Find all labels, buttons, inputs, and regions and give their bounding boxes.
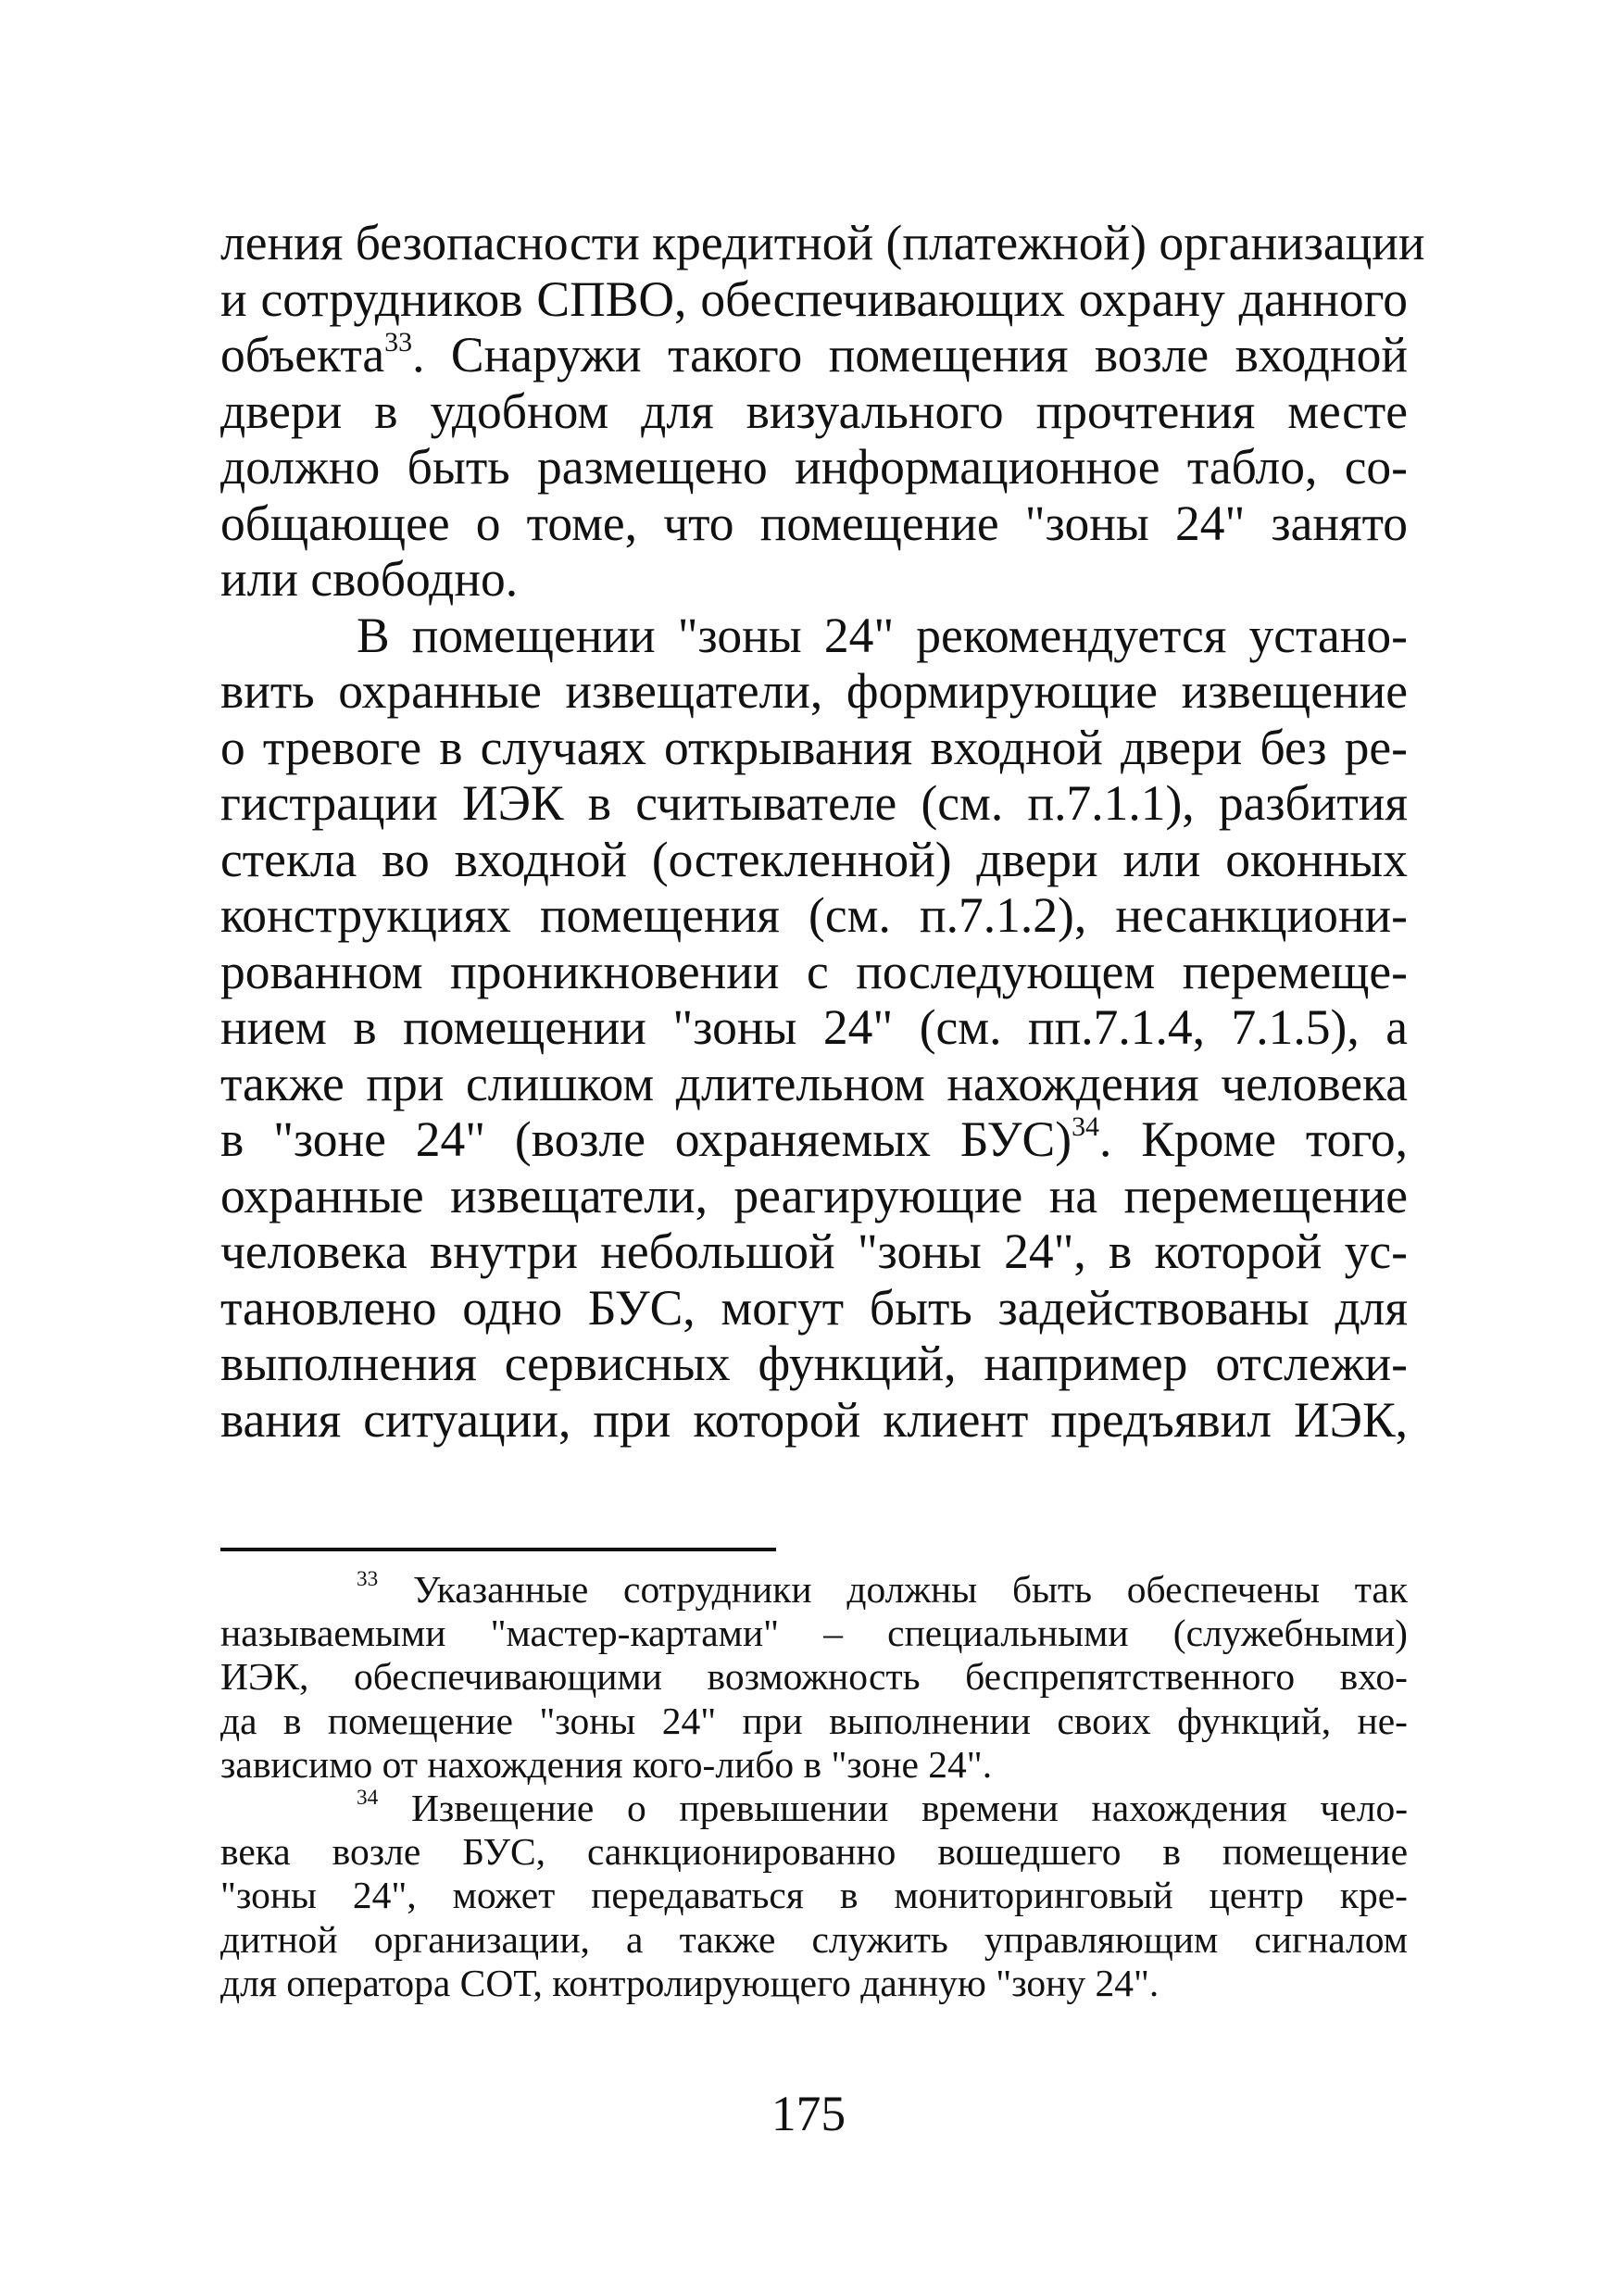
text-line: должно быть размещено информационное табло, со- <box>220 439 1408 495</box>
footnote-separator <box>220 1548 776 1551</box>
text-line: конструкциях помещения (см. п.7.1.2), несанкциони- <box>220 887 1408 943</box>
footnote-34-line: "зоны 24", может передаваться в мониторинговый центр кре- <box>220 1874 1408 1917</box>
text-fragment: . Снаружи такого помещения возле входной <box>412 327 1408 383</box>
text-line <box>220 1111 1408 1168</box>
text-fragment: в "зоне 24" (возле охраняемых БУС) <box>220 1111 1072 1167</box>
text-line: человека внутри небольшой "зоны 24", в которой ус- <box>220 1223 1408 1279</box>
text-line: рованном проникновении с последующем перемеще- <box>220 943 1408 999</box>
footnote-33-line: ИЭК, обеспечивающими возможность беспрепятственного вхо- <box>220 1655 1408 1699</box>
footnote-34-line: дитной организации, а также служить управляющим сигналом <box>220 1917 1408 1961</box>
page-number: 175 <box>771 2086 846 2141</box>
text-line: вания ситуации, при которой клиент предъявил ИЭК, <box>220 1391 1408 1448</box>
text-line: или свободно. <box>220 551 519 607</box>
text-line: тановлено одно БУС, могут быть задействованы для <box>220 1279 1408 1336</box>
text-line: ления безопасности кредитной (платежной) организации <box>220 215 1425 270</box>
text-fragment: Указанные сотрудники должны быть обеспечены так <box>413 1568 1408 1611</box>
footnote-33-line: зависимо от нахождения кого-либо в "зоне 24". <box>220 1742 993 1786</box>
footnote-reference-33[interactable]: 33 <box>384 326 413 358</box>
text-fragment: . Кроме того, <box>1099 1111 1409 1167</box>
text-line: В помещении "зоны 24" рекомендуется устано- <box>357 607 1408 663</box>
text-line: вить охранные извещатели, формирующие извещение <box>220 663 1408 719</box>
footnote-marker-34: 34 <box>357 1786 379 1811</box>
footnote-34-line: для оператора СОТ, контролирующего данную "зону 24". <box>220 1961 1159 2004</box>
footnote-34-line <box>220 1787 1408 1830</box>
footnote-33-line <box>220 1568 1408 1612</box>
text-line: гистрации ИЭК в считывателе (см. п.7.1.1), разбития <box>220 775 1408 831</box>
footnote-reference-34[interactable]: 34 <box>1072 1110 1100 1142</box>
footnotes <box>220 1568 1408 2005</box>
text-line: охранные извещатели, реагирующие на перемещение <box>220 1167 1408 1223</box>
text-line: общающее о томе, что помещение "зоны 24" занято <box>220 495 1408 551</box>
footnote-34-line: века возле БУС, санкционированно вошедшего в помещение <box>220 1830 1408 1874</box>
text-line: выполнения сервисных функций, например отслежи- <box>220 1336 1408 1391</box>
footnote-33-line: да в помещение "зоны 24" при выполнении своих функций, не- <box>220 1699 1408 1742</box>
text-fragment: Извещение о превышении времени нахождения чело- <box>410 1786 1409 1829</box>
text-line: нием в помещении "зоны 24" (см. пп.7.1.4, 7.1.5), а <box>220 999 1408 1055</box>
text-fragment: объекта <box>220 327 385 383</box>
text-line: также при слишком длительном нахождения человека <box>220 1055 1408 1111</box>
text-line: двери в удобном для визуального прочтения месте <box>220 383 1408 439</box>
text-line: о тревоге в случаях открывания входной двери без ре- <box>220 719 1408 775</box>
body-text <box>220 215 1425 1448</box>
text-line: стекла во входной (остекленной) двери или оконных <box>220 831 1408 887</box>
footnote-marker-33: 33 <box>357 1567 379 1592</box>
text-line <box>220 327 1408 383</box>
text-line: и сотрудников СПВО, обеспечивающих охрану данного <box>220 270 1408 327</box>
footnote-33-line: называемыми "мастер-картами" – специальными (служебными) <box>220 1612 1408 1655</box>
